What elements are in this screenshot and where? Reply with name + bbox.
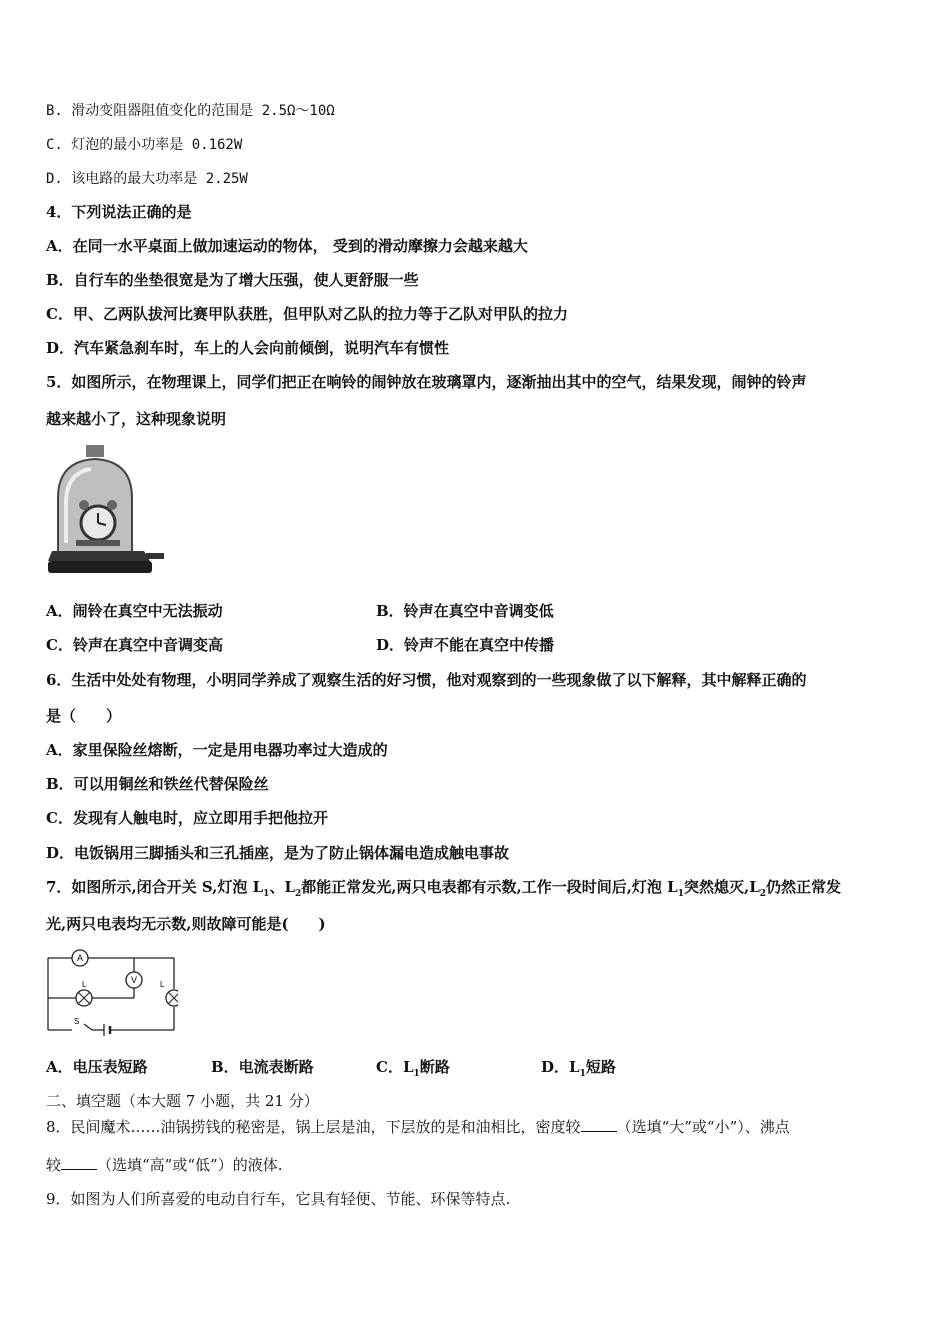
q5-stem-line1: 5．如图所示，在物理课上，同学们把正在响铃的闹钟放在玻璃罩内，逐渐抽出其中的空气，结果发现，闹钟的铃声 — [46, 373, 807, 391]
q9-stem: 9．如图为人们所喜爱的电动自行车，它具有轻便、节能、环保等特点. — [46, 1190, 511, 1208]
q6-option-a: A．家里保险丝熔断，一定是用电器功率过大造成的 — [46, 741, 388, 759]
q7-stem-line1: 7．如图所示,闭合开关 S,灯泡 $L_1$、$L_2$都能正常发光,两只电表都有示数,工作一段时间后,灯泡 $L_1$突然熄灭$,L_2$仍然正常发 — [46, 878, 842, 899]
q8-line2: 较 （选填“高”或“低”）的液体. — [46, 1156, 283, 1174]
q8-line1: 8．民间魔术……油锅捞钱的秘密是，锅上层是油，下层放的是和油相比，密度较 （选填“大”或“小”）、沸点 — [46, 1118, 790, 1136]
q6-stem-line1: 6．生活中处处有物理，小明同学养成了观察生活的好习惯，他对观察到的一些现象做了以下解释，其中解释正确的 — [46, 671, 807, 689]
section-title-fill-in: 二、填空题（本大题 7 小题，共 21 分） — [46, 1092, 319, 1110]
q7-stem-line2: 光,两只电表均无示数,则故障可能是( ) — [46, 915, 326, 933]
q5-stem-line2: 越来越小了，这种现象说明 — [46, 410, 227, 428]
air-pump-tube — [146, 553, 164, 559]
bell-jar-alarm-clock-figure — [46, 443, 166, 581]
q3-option-b: B. 滑动变阻器阻值变化的范围是 2.5Ω～10Ω — [46, 103, 335, 119]
q5-option-a: A．闹铃在真空中无法振动 — [46, 602, 223, 620]
ammeter-label: A — [76, 953, 84, 963]
q5-option-b: B．铃声在真空中音调变低 — [376, 602, 554, 620]
lamp-l2-label: L — [82, 980, 87, 989]
q6-option-c: C．发现有人触电时，应立即用手把他拉开 — [46, 809, 328, 827]
jar-base — [48, 551, 150, 561]
voltmeter-label: V — [130, 975, 138, 985]
q3-option-d: D. 该电路的最大功率是 2.25W — [46, 171, 248, 187]
q8-blank-1 — [581, 1117, 617, 1132]
q8-blank-2 — [61, 1155, 97, 1170]
switch-label: S — [74, 1017, 80, 1026]
lamp-l1-label: L — [160, 980, 165, 989]
q4-option-b: B．自行车的坐垫很宽是为了增大压强，使人更舒服一些 — [46, 271, 419, 289]
jar-knob — [86, 445, 104, 457]
q3-option-c: C. 灯泡的最小功率是 0.162W — [46, 137, 243, 153]
circuit-diagram-figure — [44, 948, 178, 1036]
q5-option-c: C．铃声在真空中音调变高 — [46, 636, 223, 654]
q7-option-b: B．电流表断路 — [211, 1058, 314, 1076]
q7-option-d: D．$L_1$短路 — [541, 1058, 616, 1079]
q4-option-d: D．汽车紧急刹车时，车上的人会向前倾倒，说明汽车有惯性 — [46, 339, 450, 357]
q7-option-c: C．$L_1$断路 — [376, 1058, 450, 1079]
q6-option-d: D．电饭锅用三脚插头和三孔插座，是为了防止锅体漏电造成触电事故 — [46, 844, 510, 862]
q6-stem-line2: 是（ ） — [46, 707, 122, 725]
q4-option-c: C．甲、乙两队拔河比赛甲队获胜，但甲队对乙队的拉力等于乙队对甲队的拉力 — [46, 305, 568, 323]
q4-stem: 4．下列说法正确的是 — [46, 203, 192, 221]
q5-option-d: D．铃声不能在真空中传播 — [376, 636, 555, 654]
q4-option-a: A．在同一水平桌面上做加速运动的物体， 受到的滑动摩擦力会越来越大 — [46, 237, 528, 255]
q7-option-a: A．电压表短路 — [46, 1058, 148, 1076]
q6-option-b: B．可以用铜丝和铁丝代替保险丝 — [46, 775, 269, 793]
